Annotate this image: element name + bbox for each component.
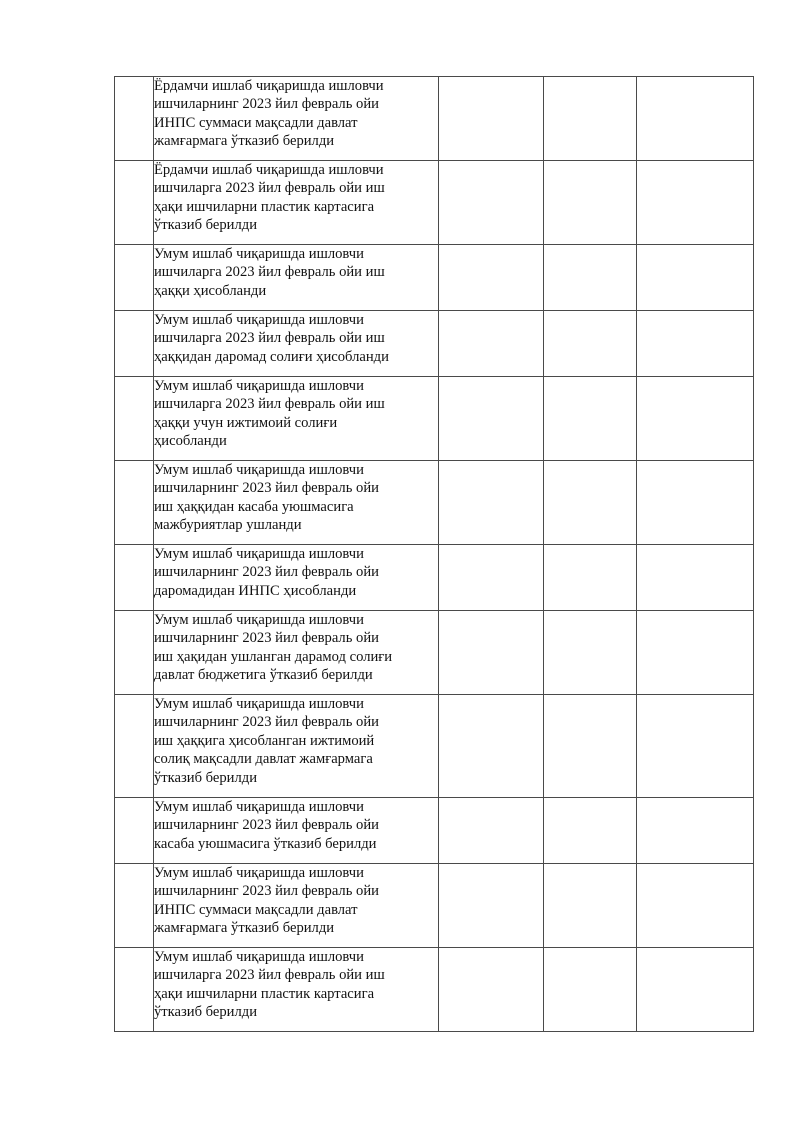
amount-cell (637, 311, 754, 377)
debit-account-cell (439, 377, 544, 461)
description-text: Умум ишлаб чиқаришда ишловчи ишчиларнинг 2023 йил февраль ойи иш ҳаққига ҳисобланган ижтимоий солиқ мақсадли давлат жамғармага ўтказиб берилди (154, 696, 379, 786)
description-text: Умум ишлаб чиқаришда ишловчи ишчиларнинг 2023 йил февраль ойи иш ҳақидан ушланган дарамод солиғи давлат бюджетига ўтказиб берилди (154, 612, 393, 684)
description-text: Умум ишлаб чиқаришда ишловчи ишчиларга 2023 йил февраль ойи иш ҳаққидан даромад солиғи ҳисобланди (154, 312, 389, 365)
amount-cell (637, 864, 754, 948)
debit-account-cell (439, 77, 544, 161)
debit-account-cell (439, 864, 544, 948)
credit-account-cell (544, 798, 637, 864)
description-cell (154, 311, 439, 377)
table-row (115, 245, 754, 311)
credit-account-cell (544, 695, 637, 798)
row-number-cell (115, 377, 154, 461)
description-cell (154, 798, 439, 864)
table-row (115, 545, 754, 611)
amount-cell (637, 245, 754, 311)
debit-account-cell (439, 311, 544, 377)
credit-account-cell (544, 161, 637, 245)
description-text: Умум ишлаб чиқаришда ишловчи ишчиларга 2023 йил февраль ойи иш ҳақи ишчиларни пластик картасига ўтказиб берилди (154, 949, 385, 1021)
description-cell (154, 77, 439, 161)
row-number-cell (115, 77, 154, 161)
row-number-cell (115, 545, 154, 611)
amount-cell (637, 798, 754, 864)
debit-account-cell (439, 461, 544, 545)
table-row (115, 695, 754, 798)
description-cell (154, 948, 439, 1032)
credit-account-cell (544, 545, 637, 611)
row-number-cell (115, 461, 154, 545)
credit-account-cell (544, 77, 637, 161)
credit-account-cell (544, 311, 637, 377)
row-number-cell (115, 948, 154, 1032)
description-cell (154, 545, 439, 611)
description-cell (154, 864, 439, 948)
description-cell (154, 461, 439, 545)
amount-cell (637, 461, 754, 545)
table-row (115, 611, 754, 695)
table-row (115, 77, 754, 161)
row-number-cell (115, 245, 154, 311)
description-text: Умум ишлаб чиқаришда ишловчи ишчиларга 2023 йил февраль ойи иш ҳаққи ҳисобланди (154, 246, 385, 299)
amount-cell (637, 695, 754, 798)
credit-account-cell (544, 461, 637, 545)
credit-account-cell (544, 864, 637, 948)
row-number-cell (115, 695, 154, 798)
credit-account-cell (544, 948, 637, 1032)
table-row (115, 311, 754, 377)
row-number-cell (115, 161, 154, 245)
debit-account-cell (439, 611, 544, 695)
description-cell (154, 161, 439, 245)
debit-account-cell (439, 798, 544, 864)
description-text: Умум ишлаб чиқаришда ишловчи ишчиларга 2023 йил февраль ойи иш ҳаққи учун ижтимоий солиғи ҳисобланди (154, 378, 385, 450)
amount-cell (637, 611, 754, 695)
credit-account-cell (544, 245, 637, 311)
description-text: Умум ишлаб чиқаришда ишловчи ишчиларнинг 2023 йил февраль ойи иш ҳаққидан касаба уюшмасига мажбуриятлар ушланди (154, 462, 379, 534)
table-row (115, 161, 754, 245)
description-cell (154, 695, 439, 798)
description-text: Ёрдамчи ишлаб чиқаришда ишловчи ишчиларга 2023 йил февраль ойи иш ҳақи ишчиларни пластик картасига ўтказиб берилди (154, 162, 385, 234)
row-number-cell (115, 311, 154, 377)
description-text: Умум ишлаб чиқаришда ишловчи ишчиларнинг 2023 йил февраль ойи касаба уюшмасига ўтказиб берилди (154, 799, 379, 852)
table-row (115, 461, 754, 545)
debit-account-cell (439, 695, 544, 798)
amount-cell (637, 161, 754, 245)
amount-cell (637, 377, 754, 461)
debit-account-cell (439, 545, 544, 611)
description-text: Ёрдамчи ишлаб чиқаришда ишловчи ишчиларнинг 2023 йил февраль ойи ИНПС суммаси мақсадли давлат жамғармага ўтказиб берилди (154, 78, 384, 150)
row-number-cell (115, 864, 154, 948)
ledger-table (114, 76, 754, 1032)
credit-account-cell (544, 611, 637, 695)
table-row (115, 948, 754, 1032)
debit-account-cell (439, 245, 544, 311)
description-cell (154, 611, 439, 695)
debit-account-cell (439, 948, 544, 1032)
amount-cell (637, 948, 754, 1032)
description-text: Умум ишлаб чиқаришда ишловчи ишчиларнинг 2023 йил февраль ойи ИНПС суммаси мақсадли давлат жамғармага ўтказиб берилди (154, 865, 379, 937)
row-number-cell (115, 798, 154, 864)
table-row (115, 377, 754, 461)
description-text: Умум ишлаб чиқаришда ишловчи ишчиларнинг 2023 йил февраль ойи даромадидан ИНПС ҳисобланди (154, 546, 379, 599)
credit-account-cell (544, 377, 637, 461)
debit-account-cell (439, 161, 544, 245)
row-number-cell (115, 611, 154, 695)
description-cell (154, 245, 439, 311)
table-row (115, 798, 754, 864)
description-cell (154, 377, 439, 461)
amount-cell (637, 77, 754, 161)
amount-cell (637, 545, 754, 611)
table-row (115, 864, 754, 948)
